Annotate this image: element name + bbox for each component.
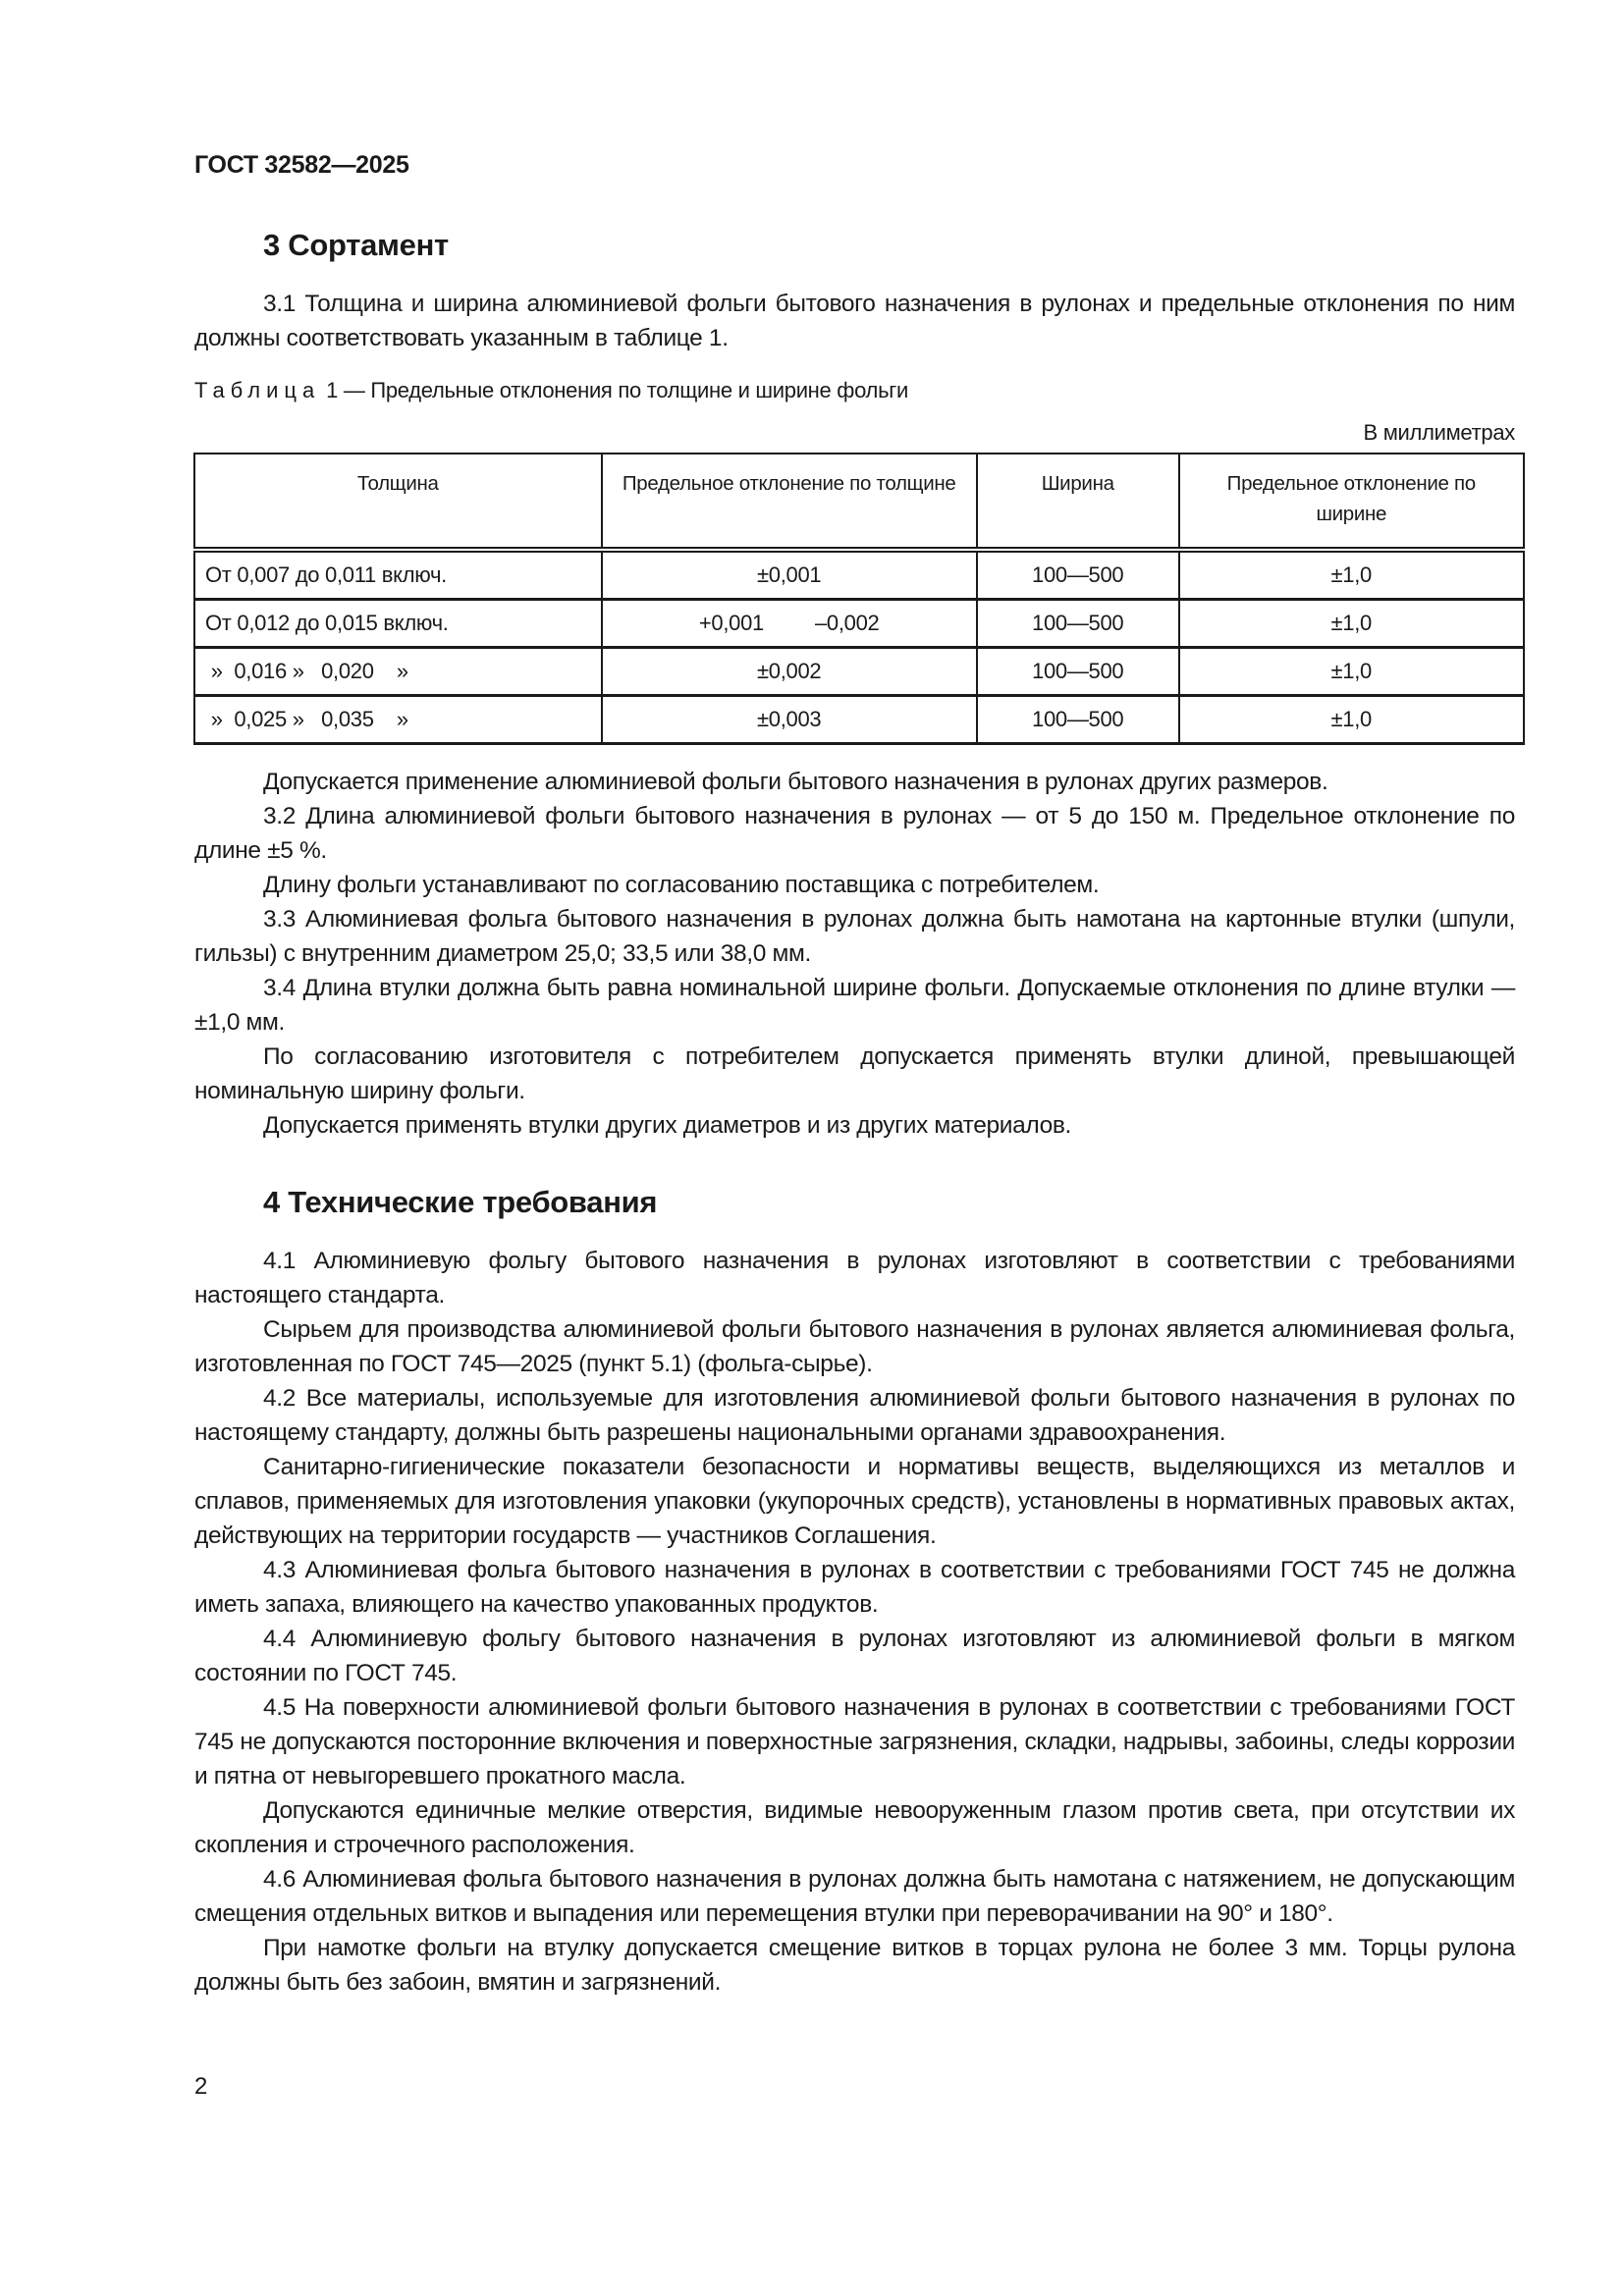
page-number: 2 [194, 2073, 208, 2100]
section-3-intro [194, 287, 1515, 355]
cell-width-deviation: ±1,0 [1179, 696, 1524, 744]
table-row [194, 696, 1524, 744]
paragraph: Длину фольги устанавливают по согласованию поставщика с потребителем. [263, 872, 1100, 898]
table-row [194, 600, 1524, 648]
section-3-title: 3 Сортамент [263, 228, 449, 262]
cell-width: 100—500 [977, 550, 1179, 600]
cell-width-deviation: ±1,0 [1179, 600, 1524, 648]
column-header-width: Ширина [977, 454, 1179, 550]
cell-thickness: » 0,016 » 0,020 » [194, 648, 602, 696]
paragraph: Допускается применять втулки других диаметров и из других материалов. [263, 1112, 1072, 1139]
paragraph-4-1: 4.1 Алюминиевую фольгу бытового назначения в рулонах изготовляют в соответствии с требованиями настоящего стандарта. [194, 1248, 1515, 1308]
cell-width: 100—500 [977, 600, 1179, 648]
deviation-plus: +0,001 [698, 611, 764, 635]
table-header-row [194, 454, 1524, 550]
cell-thickness-deviation: ±0,003 [602, 696, 977, 744]
cell-thickness: От 0,012 до 0,015 включ. [194, 600, 602, 648]
paragraph: Сырьем для производства алюминиевой фольги бытового назначения в рулонах является алюминиевая фольга, изготовленная по ГОСТ 745—2025 (пункт 5.1) (фольга-сырье). [194, 1316, 1515, 1377]
section-3-body [194, 765, 1515, 1143]
table-row [194, 648, 1524, 696]
cell-thickness-deviation: ±0,002 [602, 648, 977, 696]
paragraph: По согласованию изготовителя с потребителем допускается применять втулки длиной, превышающей номинальную ширину фольги. [194, 1043, 1515, 1104]
paragraph-3-1: 3.1 Толщина и ширина алюминиевой фольги бытового назначения в рулонах и предельные отклонения по ним должны соответствовать указанным в таблице 1. [194, 291, 1515, 351]
cell-width-deviation: ±1,0 [1179, 648, 1524, 696]
paragraph: При намотке фольги на втулку допускается смещение витков в торцах рулона не более 3 мм. Торцы рулона должны быть без забоин, вмятин и загрязнений. [194, 1935, 1515, 1996]
table-caption-prefix: Таблица [194, 378, 321, 402]
table-units-note: В миллиметрах [1363, 420, 1515, 445]
cell-thickness-deviation: ±0,001 [602, 550, 977, 600]
section-4-body [194, 1244, 1515, 2000]
paragraph: Допускаются единичные мелкие отверстия, видимые невооруженным глазом против света, при отсутствии их скопления и строчечного расположения. [194, 1797, 1515, 1858]
cell-thickness: » 0,025 » 0,035 » [194, 696, 602, 744]
table-row [194, 550, 1524, 600]
cell-width-deviation: ±1,0 [1179, 550, 1524, 600]
table-caption-text: 1 — Предельные отклонения по толщине и ширине фольги [320, 378, 908, 402]
deviation-minus: –0,002 [814, 611, 880, 635]
tolerance-table [193, 453, 1525, 745]
paragraph-3-2: 3.2 Длина алюминиевой фольги бытового назначения в рулонах — от 5 до 150 м. Предельное отклонение по длине ±5 %. [194, 803, 1515, 864]
column-header-thickness-deviation: Предельное отклонение по толщине [602, 454, 977, 550]
section-4-title: 4 Технические требования [263, 1185, 658, 1219]
column-header-width-deviation: Предельное отклонение по ширине [1179, 454, 1524, 550]
paragraph-3-3: 3.3 Алюминиевая фольга бытового назначения в рулонах должна быть намотана на картонные втулки (шпули, гильзы) с внутренним диаметром 25,0; 33,5 или 38,0 мм. [194, 906, 1515, 967]
cell-width: 100—500 [977, 648, 1179, 696]
cell-width: 100—500 [977, 696, 1179, 744]
paragraph-4-2: 4.2 Все материалы, используемые для изготовления алюминиевой фольги бытового назначения в рулонах по настоящему стандарту, должны быть разрешены национальными органами здравоохранения. [194, 1385, 1515, 1446]
cell-thickness: От 0,007 до 0,011 включ. [194, 550, 602, 600]
document-code-header: ГОСТ 32582—2025 [194, 151, 409, 179]
cell-thickness-deviation [602, 600, 977, 648]
paragraph-4-6: 4.6 Алюминиевая фольга бытового назначения в рулонах должна быть намотана с натяжением, не допускающим смещения отдельных витков и выпадения или перемещения втулки при переворачивании на 90° и 180°. [194, 1866, 1515, 1927]
paragraph-4-3: 4.3 Алюминиевая фольга бытового назначения в рулонах в соответствии с требованиями ГОСТ 745 не должна иметь запаха, влияющего на качество упакованных продуктов. [194, 1557, 1515, 1618]
paragraph-3-4: 3.4 Длина втулки должна быть равна номинальной ширине фольги. Допускаемые отклонения по длине втулки — ±1,0 мм. [194, 975, 1515, 1036]
paragraph-4-5: 4.5 На поверхности алюминиевой фольги бытового назначения в рулонах в соответствии с требованиями ГОСТ 745 не допускаются посторонние включения и поверхностные загрязнения, складки, надрывы, забоины, следы коррозии и пятна от невыгоревшего прокатного масла. [194, 1694, 1515, 1789]
paragraph-4-4: 4.4 Алюминиевую фольгу бытового назначения в рулонах изготовляют из алюминиевой фольги в мягком состоянии по ГОСТ 745. [194, 1626, 1515, 1686]
table-caption [194, 378, 908, 403]
paragraph: Санитарно-гигиенические показатели безопасности и нормативы веществ, выделяющихся из металлов и сплавов, применяемых для изготовления упаковки (укупорочных средств), установлены в нормативных правовых актах, действующих на территории государств — участников Соглашения. [194, 1454, 1515, 1549]
column-header-thickness: Толщина [194, 454, 602, 550]
paragraph: Допускается применение алюминиевой фольги бытового назначения в рулонах других размеров. [263, 769, 1328, 795]
